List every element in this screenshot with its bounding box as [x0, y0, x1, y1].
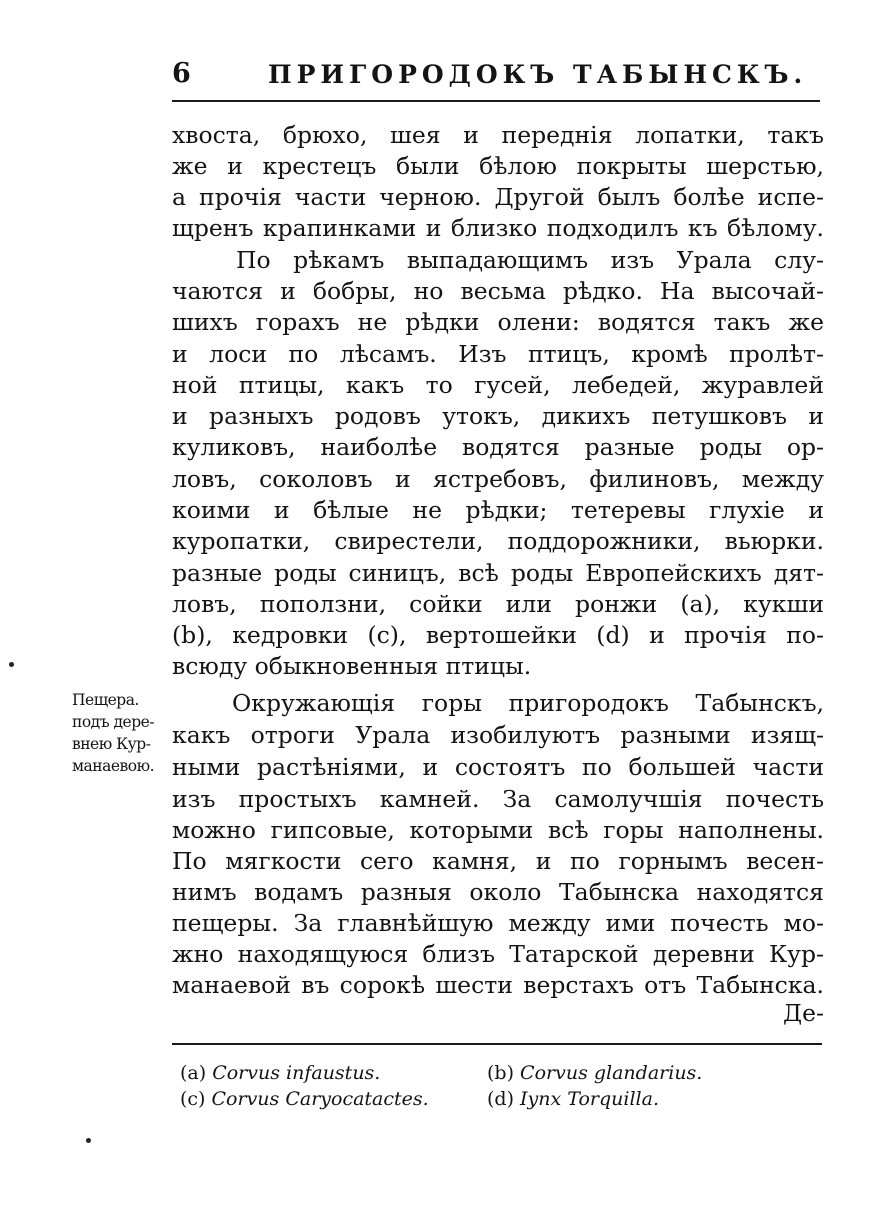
text-line: куропатки, свирестели, поддорожники, вьюрки. — [172, 527, 824, 555]
text-line: ной птицы, какъ то гусей, лебедей, журавлей — [172, 371, 824, 399]
text-line: ловъ, соколовъ и ястребовъ, филиновъ, между — [172, 465, 824, 493]
text-line: чаются и бобры, но весьма рѣдко. На высочай- — [172, 277, 824, 305]
text-line: какъ отроги Урала изобилуютъ разными изящ- — [172, 721, 824, 749]
footnote-c — [180, 1088, 429, 1110]
ink-speck — [9, 662, 14, 667]
footnote-a — [180, 1062, 380, 1084]
text-line: По мягкости сего камня, и по горнымъ весен- — [172, 847, 824, 875]
page-number: 6 — [172, 58, 191, 89]
catchword: Де- — [783, 999, 824, 1027]
text-line: можно гипсовые, которыми всѣ горы наполнены. — [172, 816, 824, 844]
footnote-text: Corvus Caryocatactes. — [211, 1088, 429, 1110]
text-line: куликовъ, наиболѣе водятся разные роды ор- — [172, 433, 824, 461]
text-line: щренъ крапинками и близко подходилъ къ бѣлому. — [172, 214, 824, 242]
margin-note-line: Пещера. — [72, 691, 139, 709]
ink-speck — [86, 1138, 91, 1143]
margin-note-line: манаевою. — [72, 757, 155, 775]
footnote-b — [487, 1062, 702, 1084]
footnote-text: Iynx Torquilla. — [520, 1088, 659, 1110]
margin-note-line: внею Кур- — [72, 735, 151, 753]
text-line: и разныхъ родовъ утокъ, дикихъ петушковъ и — [172, 402, 824, 430]
footnote-text: Corvus infaustus. — [212, 1062, 381, 1084]
text-line: а прочія части черною. Другой былъ болѣе испе- — [172, 183, 824, 211]
text-line: жно находящуюся близъ Татарской деревни Кур- — [172, 940, 824, 968]
text-line: пещеры. За главнѣйшую между ими почесть мо- — [172, 909, 824, 937]
footnote-mark: (d) — [487, 1088, 514, 1110]
text-line: и лоси по лѣсамъ. Изъ птицъ, кромѣ пролѣт- — [172, 340, 824, 368]
text-line: шихъ горахъ не рѣдки олени: водятся такъ же — [172, 308, 824, 336]
footnote-mark: (c) — [180, 1088, 206, 1110]
footnote-d — [487, 1088, 659, 1110]
running-title: ПРИГОРОДОКЪ ТАБЫНСКЪ. — [268, 60, 808, 89]
text-line: изъ простыхъ камней. За самолучшія почесть — [172, 785, 824, 813]
footnote-text: Corvus glandarius. — [520, 1062, 703, 1084]
text-line: же и крестецъ были бѣлою покрыты шерстью, — [172, 152, 824, 180]
header-rule — [172, 100, 820, 102]
text-line: ловъ, поползни, сойки или ронжи (a), кукши — [172, 590, 824, 618]
text-line: коими и бѣлые не рѣдки; тетеревы глухіе и — [172, 496, 824, 524]
footnote-mark: (b) — [487, 1062, 514, 1084]
footnote-mark: (a) — [180, 1062, 207, 1084]
text-line: ными растѣніями, и состоятъ по большей части — [172, 753, 824, 781]
footnote-rule — [172, 1043, 822, 1045]
text-line: разные роды синицъ, всѣ роды Европейскихъ дят- — [172, 559, 824, 587]
paragraph-first-line: Окружающія горы пригородокъ Табынскъ, — [232, 689, 824, 717]
text-line: манаевой въ сорокѣ шести верстахъ отъ Табынска. — [172, 971, 824, 999]
text-line: нимъ водамъ разныя около Табынска находятся — [172, 878, 824, 906]
paragraph-last-line: всюду обыкновенныя птицы. — [172, 652, 532, 680]
text-line: хвоста, брюхо, шея и переднія лопатки, такъ — [172, 121, 824, 149]
margin-note-line: подъ дере- — [72, 713, 155, 731]
text-line: (b), кедровки (c), вертошейки (d) и прочія по- — [172, 621, 824, 649]
paragraph-first-line: По рѣкамъ выпадающимъ изъ Урала слу- — [236, 246, 824, 274]
